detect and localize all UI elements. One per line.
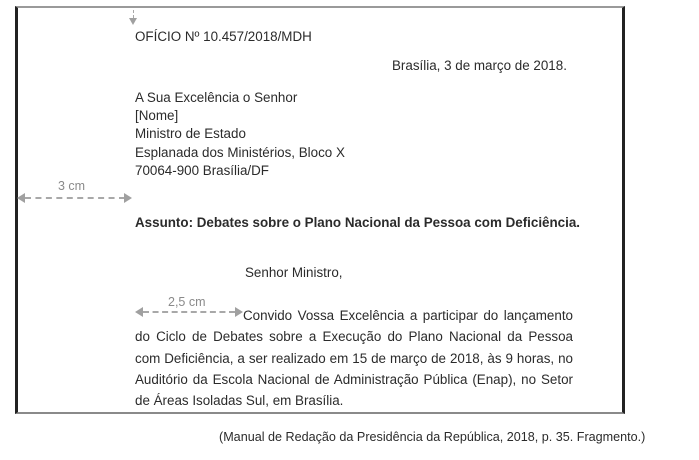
left-margin-dash xyxy=(25,197,125,199)
place-date: Brasília, 3 de março de 2018. xyxy=(392,58,567,73)
salutation: Senhor Ministro, xyxy=(245,265,343,280)
body-text: Convido Vossa Excelência a participar do lançamento do Ciclo de Debates sobre a Execução do Plano Nacional da Pessoa com Deficiência, a ser realizado em 15 de março de 2018, às 9 horas, no Auditório da Escola Nacional de Administração Pública (Enap), no Setor de Áreas Isoladas Sul, em Brasília. xyxy=(135,308,573,409)
document-header: OFÍCIO Nº 10.457/2018/MDH xyxy=(135,29,312,44)
indent-label: 2,5 cm xyxy=(168,295,206,309)
left-margin-label: 3 cm xyxy=(58,179,86,193)
recipient-line-1: A Sua Excelência o Senhor xyxy=(135,90,298,105)
arrow-down-icon xyxy=(129,18,137,25)
recipient-line-2: [Nome] xyxy=(135,108,179,123)
recipient-line-4: Esplanada dos Ministérios, Bloco X xyxy=(135,145,345,160)
recipient-line-5: 70064-900 Brasília/DF xyxy=(135,163,269,178)
body-paragraph xyxy=(135,305,573,411)
arrow-left-icon xyxy=(17,193,25,203)
arrow-right-icon xyxy=(124,193,132,203)
top-margin-dash xyxy=(133,10,134,18)
source-citation: (Manual de Redação da Presidência da República, 2018, p. 35. Fragmento.) xyxy=(219,430,646,444)
recipient-line-3: Ministro de Estado xyxy=(135,126,246,141)
subject-line: Assunto: Debates sobre o Plano Nacional da Pessoa com Deficiência. xyxy=(135,215,581,230)
